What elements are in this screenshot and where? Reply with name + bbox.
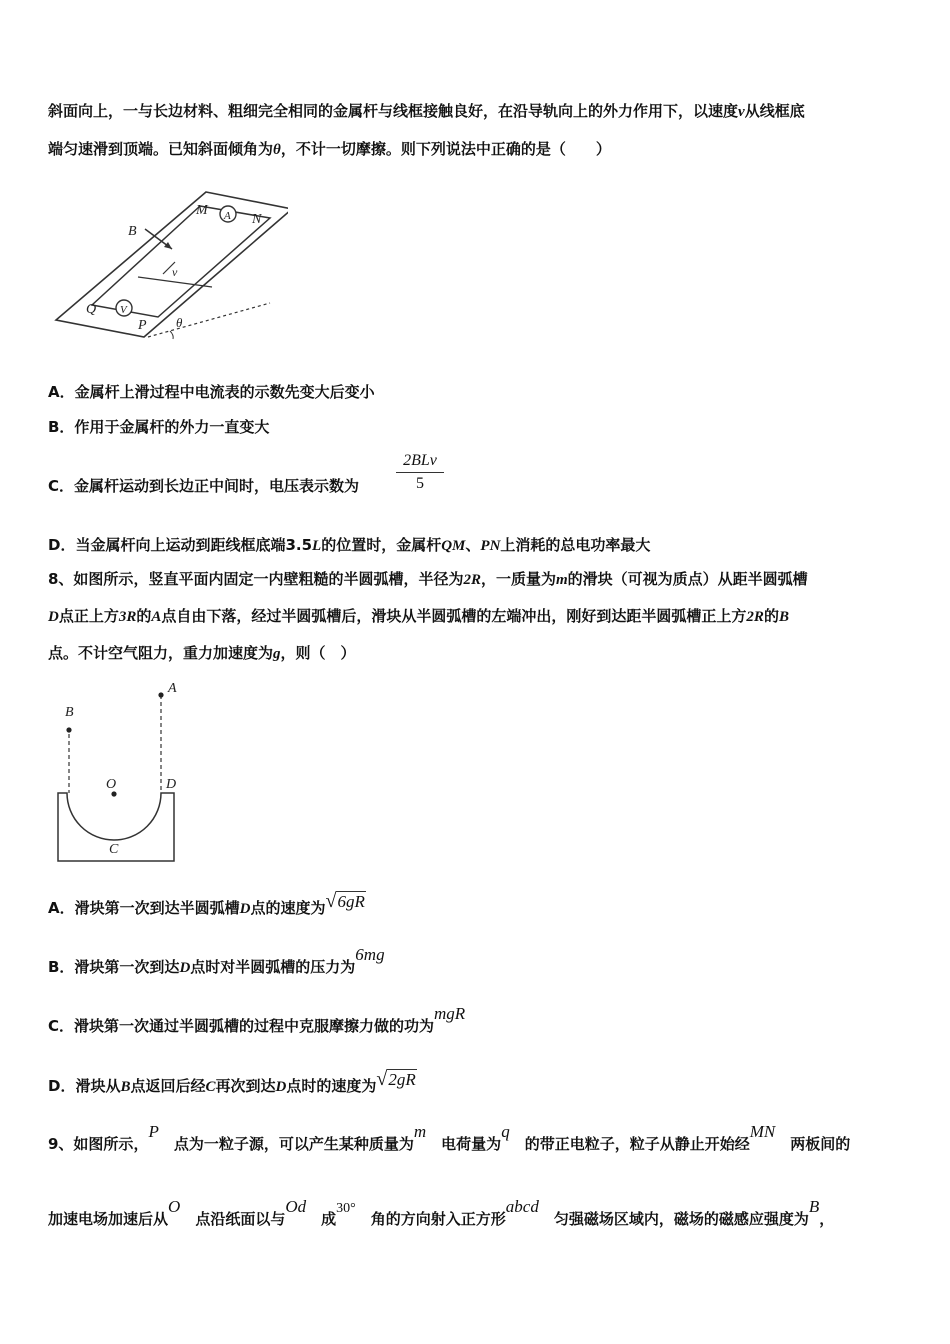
var-3r: 3R	[118, 609, 137, 625]
var-c: C	[205, 1079, 216, 1095]
semicircle-groove-figure	[50, 678, 190, 868]
option-text: 点时对半圆弧槽的压力为	[190, 958, 356, 976]
fraction-denominator: 5	[416, 475, 424, 492]
var-d: D	[275, 1079, 287, 1095]
option-text: 点的速度为	[250, 899, 326, 917]
label-voltmeter: V	[120, 304, 127, 316]
q7-option-c	[48, 476, 910, 496]
q9-line-2	[48, 1197, 910, 1231]
option-text: A．滑块第一次到达半圆弧槽	[48, 899, 240, 917]
angle-arc	[170, 331, 173, 339]
q8-line-2	[48, 606, 910, 627]
q9-text: 成	[321, 1210, 337, 1228]
var-mn: MN	[749, 1122, 776, 1141]
label-n: N	[252, 212, 262, 227]
q8-text: 点正上方	[58, 607, 119, 625]
option-text: C．滑块第一次通过半圆弧槽的过程中克服摩擦力做的功为	[48, 1017, 435, 1035]
q7-option-d	[48, 535, 910, 556]
label-v: v	[172, 265, 178, 279]
option-text: C．金属杆运动到长边正中间时，电压表示数为	[48, 477, 360, 495]
q8-text: ，一质量为	[480, 570, 556, 588]
intro-line-2	[48, 139, 910, 160]
var-b: B	[120, 1079, 131, 1095]
var-d: D	[179, 960, 191, 976]
q9-text: 的带正电粒子，粒子从静止开始经	[524, 1135, 750, 1153]
sqrt-expression: √2gR	[376, 1068, 416, 1090]
option-text: 的位置时，金属杆	[321, 536, 442, 554]
separator: 、	[465, 536, 481, 554]
var-d: D	[48, 609, 59, 625]
var-l: L	[312, 538, 322, 554]
label-d: D	[166, 777, 177, 792]
var-p: P	[148, 1122, 159, 1141]
var-m: m	[413, 1122, 427, 1141]
option-text: 再次到达	[215, 1077, 276, 1095]
var-d: D	[239, 901, 251, 917]
var-q: q	[501, 1122, 510, 1141]
q9-text: 角的方向射入正方形	[370, 1210, 506, 1228]
q8-text: 8、如图所示，竖直平面内固定一内壁粗糙的半圆弧槽，半径为	[48, 570, 464, 588]
var-o: O	[168, 1197, 181, 1216]
q8-text: ，则（ ）	[280, 644, 356, 662]
q9-text: 点沿纸面以与	[195, 1210, 286, 1228]
fraction-2blv-over-5	[396, 452, 444, 493]
point-b	[66, 727, 71, 732]
var-m: m	[555, 572, 568, 588]
intro-text: 端匀速滑到顶端。已知斜面倾角为	[48, 140, 274, 158]
q8-option-a	[48, 890, 910, 919]
label-p: P	[138, 318, 147, 333]
wire-frame	[92, 206, 270, 317]
expr-mgr: mgR	[434, 1004, 466, 1023]
intro-line-1	[48, 101, 910, 122]
intro-text: ，不计一切摩擦。则下列说法中正确的是（ ）	[280, 140, 611, 158]
expr-6mg: 6mg	[355, 945, 385, 964]
var-od: Od	[285, 1197, 307, 1216]
option-text: B．滑块第一次到达	[48, 958, 180, 976]
q8-text: 点自由下落，经过半圆弧槽后，滑块从半圆弧槽的左端冲出，刚好到达距半圆弧槽正上方	[161, 607, 747, 625]
intro-text: 斜面向上，一与长边材料、粗细完全相同的金属杆与线框接触良好，在沿导轨向上的外力作用下，以速度	[48, 102, 739, 120]
sqrt-expression: √6gR	[325, 890, 365, 912]
label-b: B	[128, 224, 137, 239]
var-2r: 2R	[463, 572, 481, 588]
q9-text: 点为一粒子源，可以产生某种质量为	[173, 1135, 414, 1153]
q9-text: 电荷量为	[441, 1135, 502, 1153]
var-pn: PN	[480, 538, 501, 554]
var-abcd: abcd	[505, 1197, 539, 1216]
value-3-5: 3.5	[285, 536, 313, 554]
var-a: A	[151, 609, 162, 625]
fraction-numerator: 2BLv	[396, 452, 444, 473]
point-o	[111, 791, 116, 796]
q8-text: 点。不计空气阻力，重力加速度为	[48, 644, 274, 662]
q9-text: 9、如图所示，	[48, 1135, 149, 1153]
angle-30: 30°	[336, 1201, 356, 1216]
q8-option-b	[48, 945, 910, 978]
q7-option-b	[48, 417, 910, 437]
label-c: C	[109, 842, 119, 857]
horizontal-ref-line	[148, 303, 270, 337]
label-o: O	[106, 777, 117, 792]
option-text: 点时的速度为	[286, 1077, 377, 1095]
q8-line-1	[48, 569, 910, 590]
sqrt-2gr: 2gR	[388, 1070, 416, 1089]
option-text: D．滑块从	[48, 1077, 121, 1095]
q9-text: 加速电场加速后从	[48, 1210, 169, 1228]
q9-line-1	[48, 1122, 910, 1154]
q8-text: 的	[136, 607, 152, 625]
q9-text: 两板间的	[790, 1135, 851, 1153]
var-b: B	[778, 609, 789, 625]
option-text: 点返回后经	[130, 1077, 206, 1095]
var-v: v	[738, 104, 745, 120]
q9-text: 匀强磁场区域内，磁场的磁感应强度为	[553, 1210, 809, 1228]
option-text: A．金属杆上滑过程中电流表的示数先变大后变小	[48, 383, 375, 401]
var-2r: 2R	[746, 609, 764, 625]
intro-text: 从线框底	[744, 102, 805, 120]
q8-line-3	[48, 643, 910, 664]
label-m: M	[196, 203, 208, 218]
var-qm: QM	[441, 538, 466, 554]
sqrt-6gr: 6gR	[337, 892, 365, 911]
option-text: B．作用于金属杆的外力一直变大	[48, 418, 270, 436]
q8-text: 的	[763, 607, 779, 625]
label-b: B	[65, 705, 74, 720]
point-a	[158, 692, 163, 697]
var-b: B	[808, 1197, 820, 1216]
q8-option-d	[48, 1068, 910, 1097]
option-text: D．当金属杆向上运动到距线框底端	[48, 536, 286, 554]
q7-option-a	[48, 382, 910, 402]
label-q: Q	[86, 302, 97, 317]
label-theta: θ	[176, 315, 183, 330]
label-ammeter: A	[224, 210, 231, 222]
option-text: 上消耗的总电功率最大	[500, 536, 651, 554]
q8-text: 的滑块（可视为质点）从距半圆弧槽	[567, 570, 808, 588]
q8-option-c	[48, 1004, 910, 1036]
q9-text: ，	[819, 1210, 835, 1228]
label-a: A	[168, 681, 177, 696]
var-g: g	[273, 646, 281, 662]
var-theta: θ	[273, 142, 281, 158]
incline-frame-figure	[48, 185, 288, 345]
